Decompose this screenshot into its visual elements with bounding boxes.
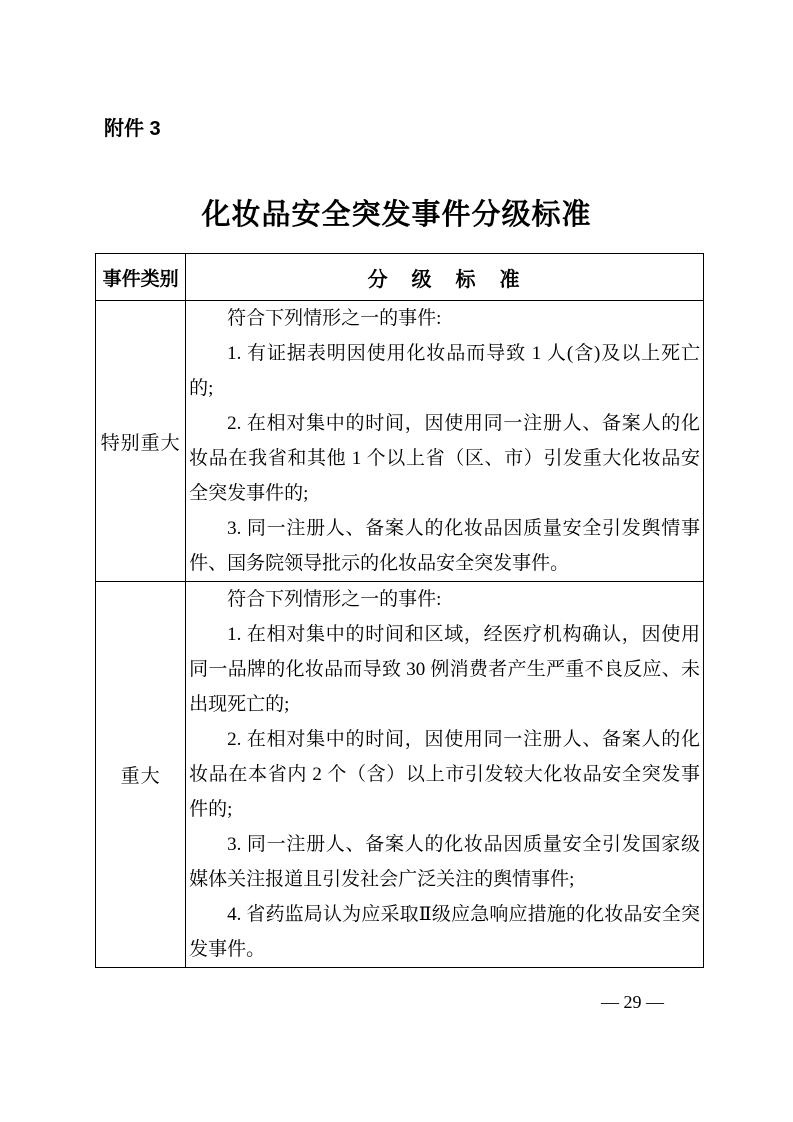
attachment-label: 附件 3 [104,118,161,140]
standard-paragraph: 符合下列情形之一的事件: [227,589,442,610]
standard-cell-major [186,582,704,968]
category-cell-major: 重大 [96,582,186,968]
standard-paragraph: 符合下列情形之一的事件: [227,308,442,329]
document-title: 化妆品安全突发事件分级标准 [201,199,592,232]
column-header-grading-standard: 分 级 标 准 [186,254,704,301]
standard-cell-especially-major [186,301,704,582]
table-row-especially-major [96,301,704,582]
standard-paragraph: 3. 同一注册人、备案人的化妆品因质量安全引发国家级媒体关注报道且引发社会广泛关注的舆情事件; [189,834,700,890]
standard-paragraph: 1. 在相对集中的时间和区域，经医疗机构确认，因使用同一品牌的化妆品而导致 30 例消费者产生严重不良反应、未出现死亡的; [189,624,700,715]
table-row-major [96,582,704,968]
standard-paragraph: 4. 省药监局认为应采取Ⅱ级应急响应措施的化妆品安全突发事件。 [189,904,700,960]
standard-paragraph: 1. 有证据表明因使用化妆品而导致 1 人(含)及以上死亡的; [189,343,700,399]
category-cell-especially-major: 特别重大 [96,301,186,582]
standard-paragraph: 2. 在相对集中的时间，因使用同一注册人、备案人的化妆品在我省和其他 1 个以上省（区、市）引发重大化妆品安全突发事件的; [189,413,700,504]
standard-paragraph: 2. 在相对集中的时间，因使用同一注册人、备案人的化妆品在本省内 2 个（含）以上市引发较大化妆品安全突发事件的; [189,729,700,820]
column-header-event-category: 事件类别 [96,254,186,301]
table-header-row [96,254,704,301]
standard-paragraph: 3. 同一注册人、备案人的化妆品因质量安全引发舆情事件、国务院领导批示的化妆品安全突发事件。 [189,518,700,574]
page-number: — 29 — [601,992,664,1012]
grading-standard-table [95,253,704,968]
